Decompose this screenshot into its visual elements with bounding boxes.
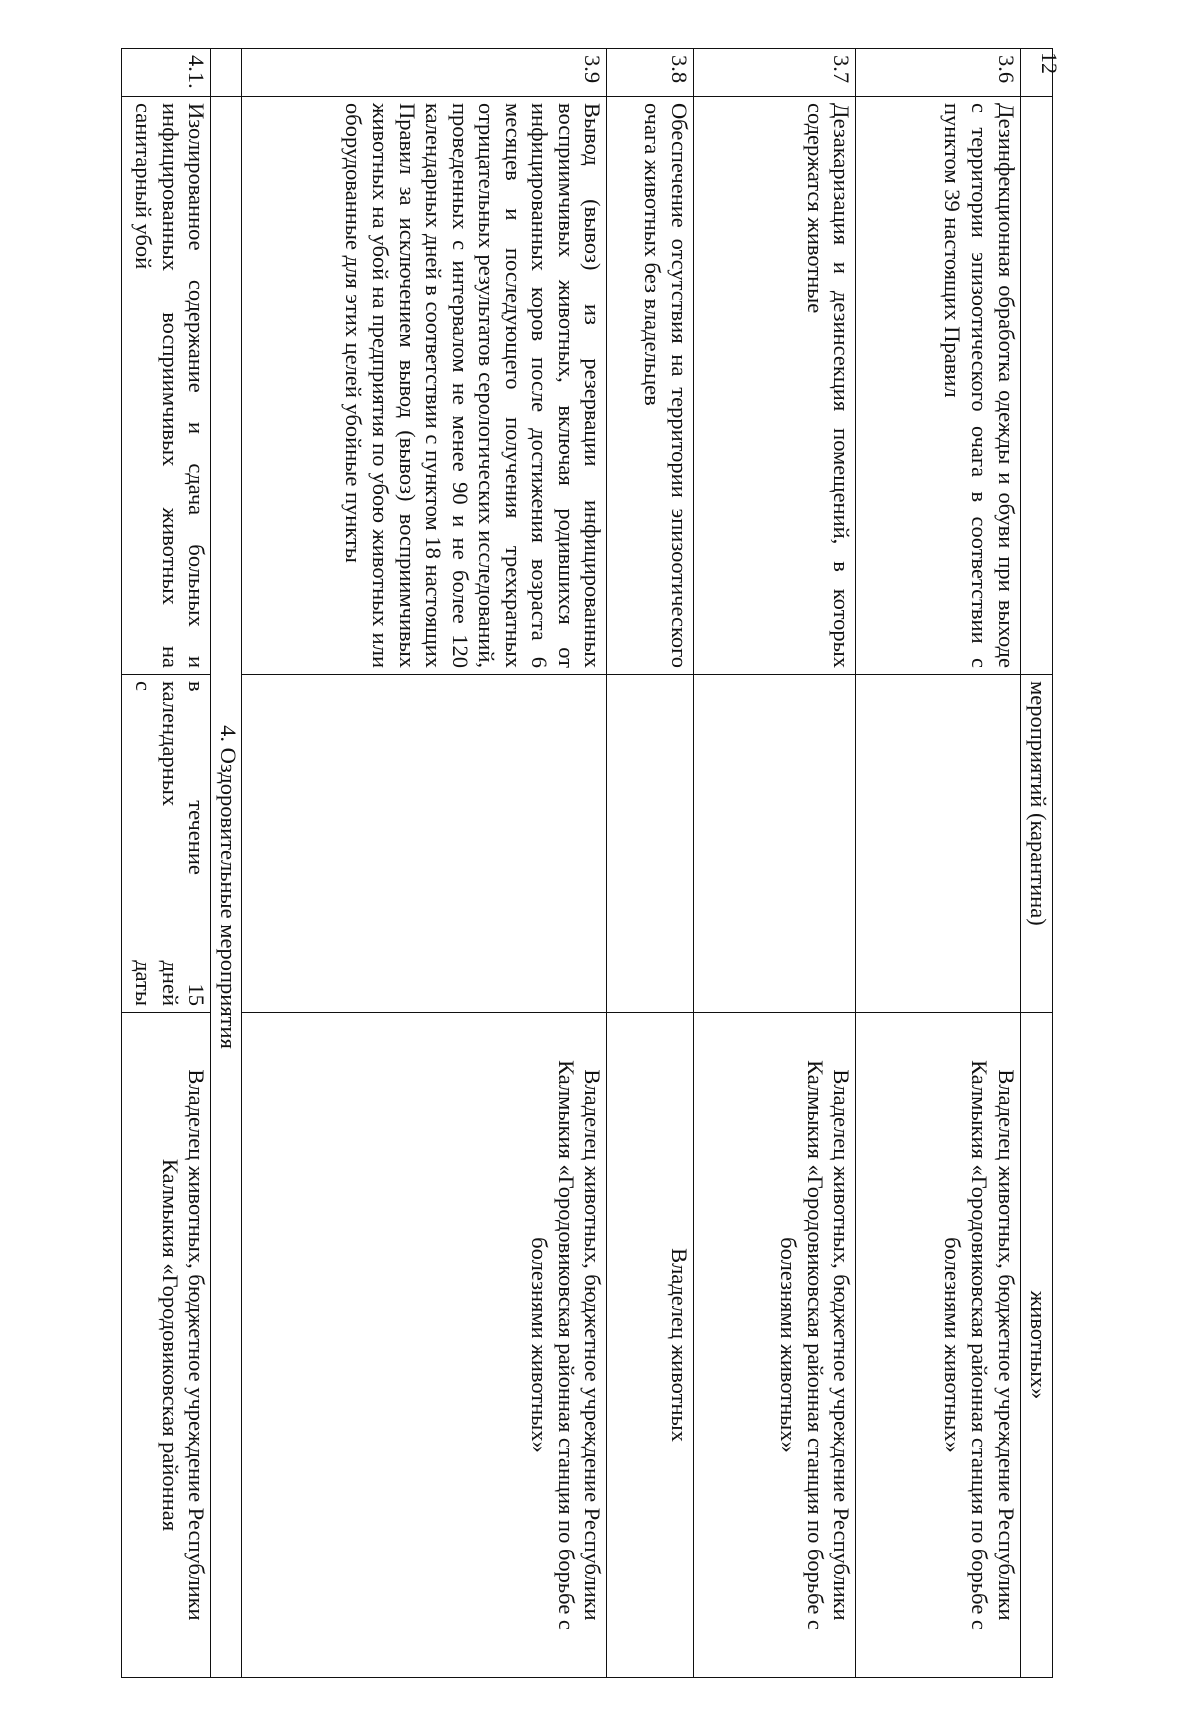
page-number: 12	[1037, 52, 1062, 74]
table-row	[693, 49, 855, 1678]
row-number: 3.6	[856, 49, 1020, 97]
table-row	[1020, 49, 1052, 1678]
responsible-cell: Владелец животных, бюджетное учреждение Республики Калмыкия «Городовиковская районная станция по борьбе с болезнями животных»	[856, 1013, 1020, 1678]
term-cell	[122, 675, 211, 1013]
table-row	[241, 49, 607, 1678]
responsible-cell: Владелец животных	[607, 1013, 694, 1678]
measure-cell: Обеспечение отсутствия на территории эпизоотического очага животных без владельцев	[607, 97, 694, 675]
measure-cell: Дезакаризация и дезинсекция помещений, в которых содержатся животные	[693, 97, 855, 675]
row-number: 4.1.	[122, 49, 211, 97]
measure-cell: Дезинфекционная обработка одежды и обуви при выходе с территории эпизоотического очага в соответствии с пунктом 39 настоящих Правил	[856, 97, 1020, 675]
measure-cell: Вывод (вывоз) из резервации инфицированных восприимчивых животных, включая родившихся от инфицированных коров после достижения возраста 6 месяцев и последующего получения трехкратных отрицательных результатов серологических исследований, проведенных с интервалом не менее 90 и не более 120 календарных дней в соответствии с пунктом 18 настоящих Правил за исключением вывод (вывоз) восприимчивых животных на убой на предприятия по убою животных или оборудованные для этих целей убойные пункты	[241, 97, 607, 675]
responsible-cell: Владелец животных, бюджетное учреждение Республики Калмыкия «Городовиковская районная станция по борьбе с болезнями животных»	[693, 1013, 855, 1678]
responsible-cell: животных»	[1020, 1013, 1052, 1678]
document-sheet	[121, 48, 1053, 1678]
term-line: календарных дней	[157, 681, 183, 1006]
measures-table	[121, 48, 1053, 1678]
responsible-cell: Владелец животных, бюджетное учреждение Республики Калмыкия «Городовиковская районная станция по борьбе с болезнями животных»	[241, 1013, 607, 1678]
measure-cell: Изолированное содержание и сдача больных и инфицированных восприимчивых животных на санитарный убой	[122, 97, 211, 675]
section-row	[211, 49, 241, 1678]
table-row	[607, 49, 694, 1678]
term-line: в течение 15	[184, 681, 210, 1006]
row-number: 3.9	[241, 49, 607, 97]
term-cell: мероприятий (карантина)	[1020, 675, 1052, 1013]
row-number: 3.7	[693, 49, 855, 97]
section-title: 4. Оздоровительные мероприятия	[211, 97, 241, 1678]
responsible-cell: Владелец животных, бюджетное учреждение Республики Калмыкия «Городовиковская районная	[122, 1013, 211, 1678]
row-number: 3.8	[607, 49, 694, 97]
table-row	[122, 49, 211, 1678]
term-line: с даты	[131, 681, 157, 1006]
table-row	[856, 49, 1020, 1678]
